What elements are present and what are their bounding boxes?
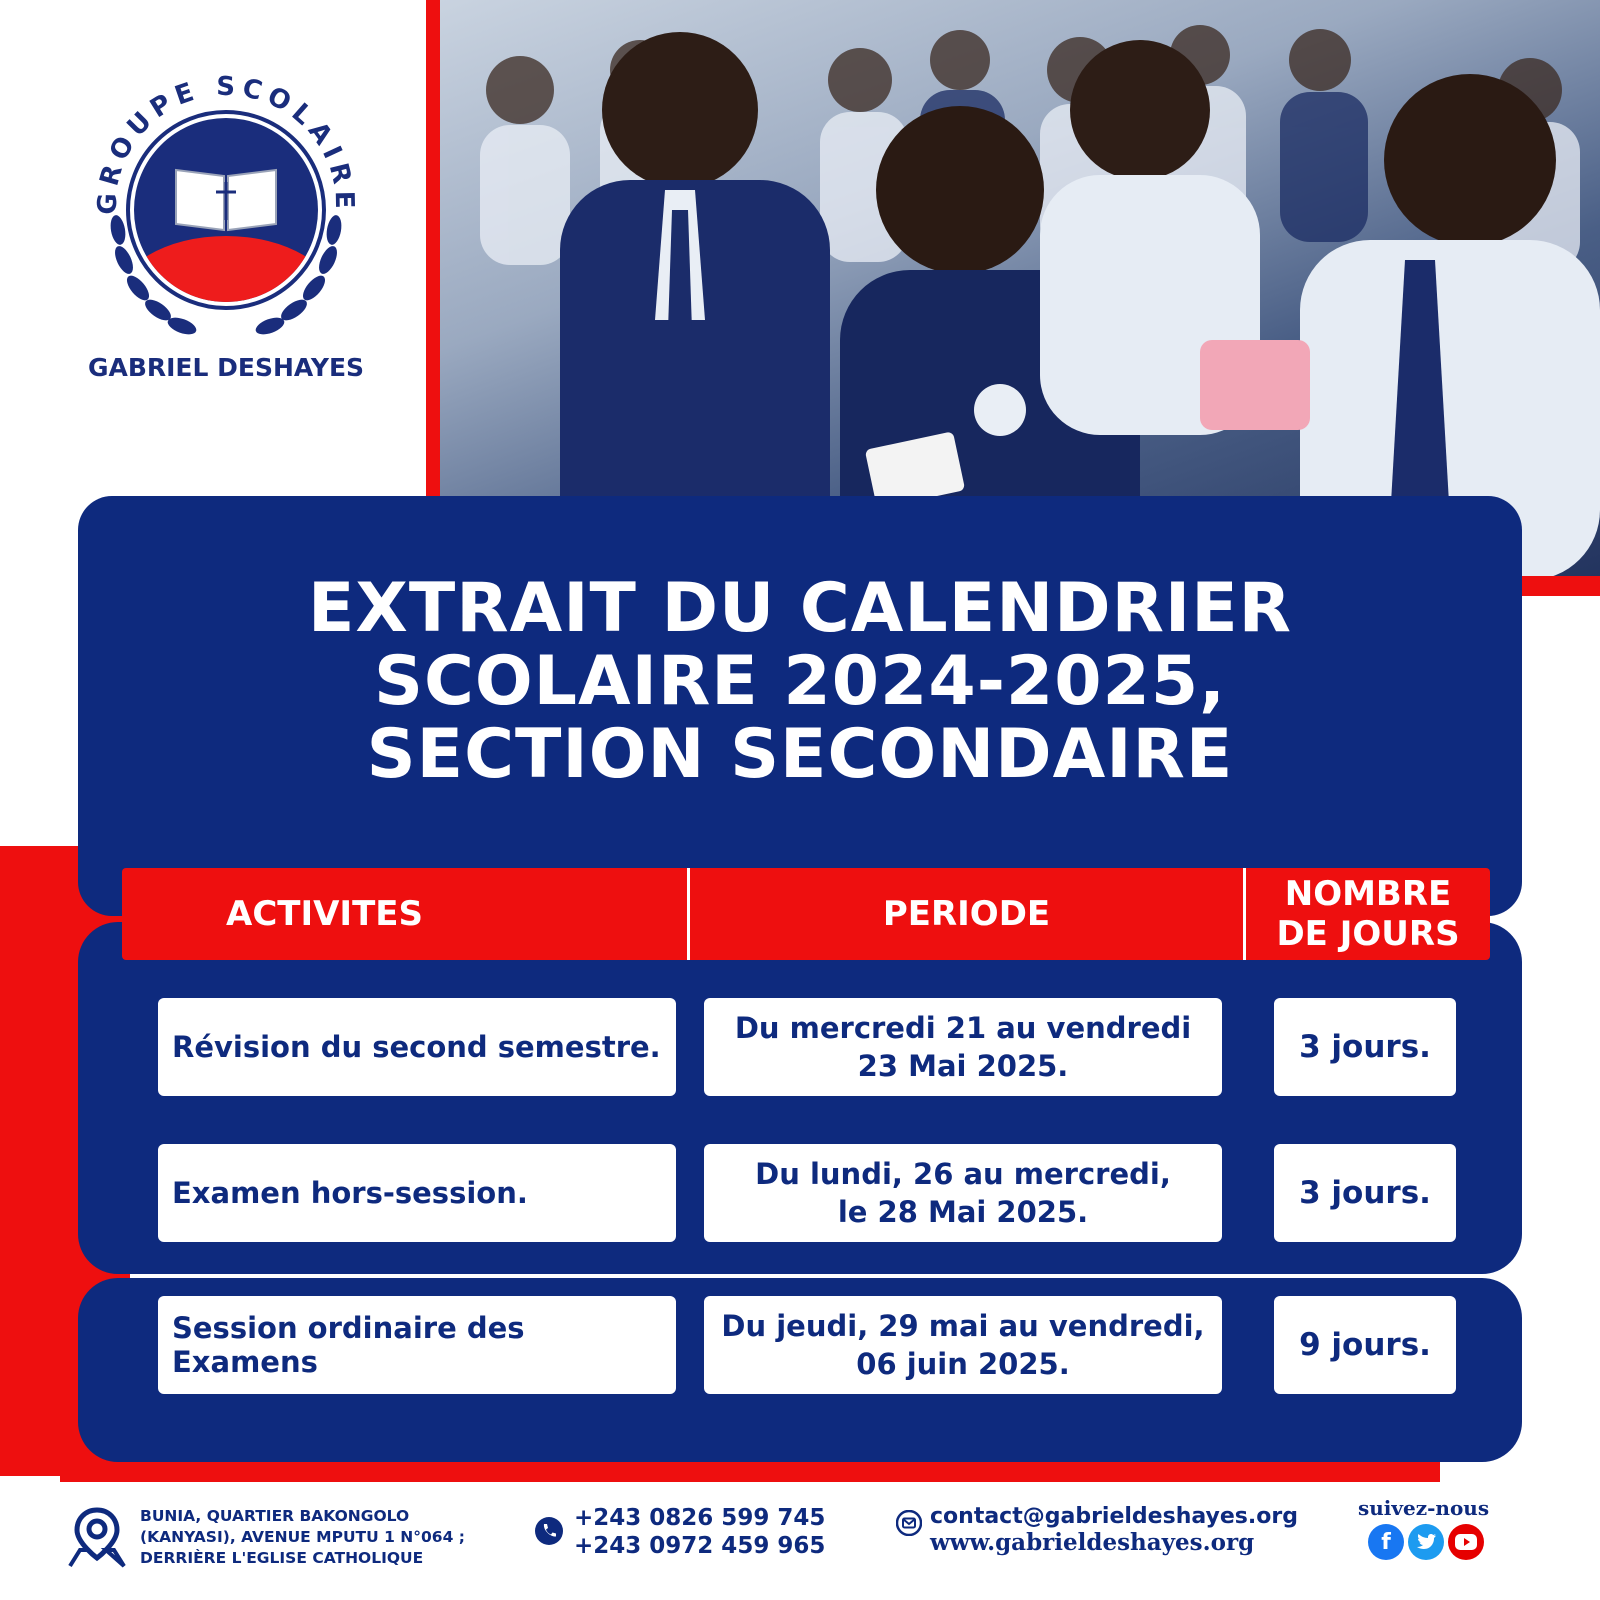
row3-jours: 9 jours.	[1274, 1296, 1456, 1394]
row3-periode	[704, 1296, 1222, 1394]
header-nombre-line2: DE JOURS	[1276, 914, 1460, 954]
title-line-2: SCOLAIRE 2024-2025,	[374, 642, 1226, 721]
address-line-3: DERRIÈRE L'EGLISE CATHOLIQUE	[140, 1549, 424, 1567]
row1-periode-line2: 23 Mai 2025.	[857, 1049, 1069, 1083]
row3-periode-line2: 06 juin 2025.	[856, 1347, 1070, 1381]
youtube-icon[interactable]	[1448, 1524, 1484, 1560]
website-link[interactable]: www.gabrieldeshayes.org	[930, 1529, 1255, 1556]
header-nombre-line1: NOMBRE	[1284, 874, 1452, 914]
header-periode: PERIODE	[690, 868, 1246, 960]
facebook-icon[interactable]: f	[1368, 1524, 1404, 1560]
phone-numbers	[574, 1504, 825, 1560]
row1-jours: 3 jours.	[1274, 998, 1456, 1096]
row2-periode-line1: Du lundi, 26 au mercredi,	[755, 1157, 1171, 1191]
row2-jours: 3 jours.	[1274, 1144, 1456, 1242]
footer	[0, 1482, 1600, 1600]
school-logo	[76, 70, 376, 400]
red-accent-strip	[426, 0, 440, 496]
row1-periode-line1: Du mercredi 21 au vendredi	[734, 1011, 1192, 1045]
phone-1[interactable]: +243 0826 599 745	[574, 1505, 826, 1531]
location-pin-icon	[66, 1506, 128, 1573]
address	[140, 1506, 520, 1569]
students-photo	[440, 0, 1600, 576]
phone-2[interactable]: +243 0972 459 965	[574, 1533, 826, 1559]
address-line-1: BUNIA, QUARTIER BAKONGOLO	[140, 1507, 410, 1525]
title-line-1: EXTRAIT DU CALENDRIER	[307, 569, 1293, 648]
page-title	[120, 569, 1480, 794]
row2-activite: Examen hors-session.	[158, 1144, 676, 1242]
row2-periode	[704, 1144, 1222, 1242]
row1-periode	[704, 998, 1222, 1096]
address-line-2: (KANYASI), AVENUE MPUTU 1 N°064 ;	[140, 1528, 465, 1546]
twitter-icon[interactable]	[1408, 1524, 1444, 1560]
email-link[interactable]: contact@gabrieldeshayes.org	[930, 1504, 1298, 1529]
table-header	[122, 868, 1490, 960]
row3-periode-line1: Du jeudi, 29 mai au vendredi,	[721, 1309, 1205, 1343]
header-activites: ACTIVITES	[122, 868, 690, 960]
header-nombre-de-jours	[1246, 868, 1490, 960]
row2-periode-line2: le 28 Mai 2025.	[837, 1195, 1089, 1229]
svg-text:GROUPE SCOLAIRE: GROUPE SCOLAIRE	[92, 71, 360, 216]
svg-text:GABRIEL DESHAYES: GABRIEL DESHAYES	[87, 353, 365, 382]
email-icon	[896, 1510, 922, 1541]
phone-icon	[534, 1516, 564, 1551]
row3-activite: Session ordinaire des Examens	[158, 1296, 676, 1394]
title-line-3: SECTION SECONDAIRE	[366, 715, 1234, 794]
follow-label: suivez-nous	[1358, 1496, 1490, 1520]
social-links	[1368, 1524, 1484, 1560]
row1-activite: Révision du second semestre.	[158, 998, 676, 1096]
